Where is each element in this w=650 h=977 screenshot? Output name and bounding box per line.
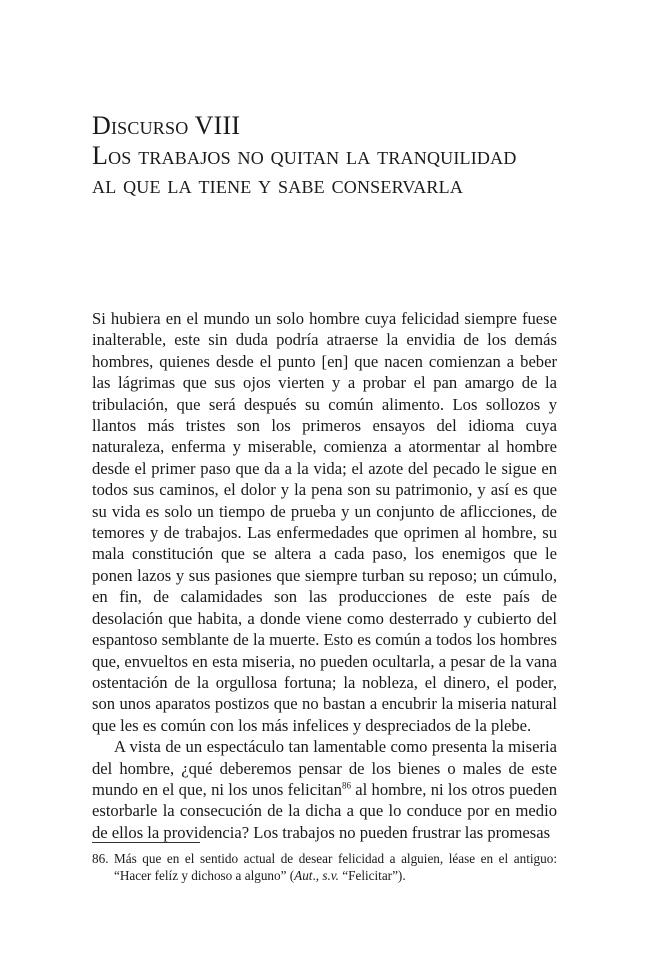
body-text [92,308,557,843]
footnote-text-c: “Felicitar”). [338,868,406,883]
chapter-title-line-2: al que la tiene y sabe conservarla [92,170,464,199]
paragraph-1: Si hubiera en el mundo un solo hombre cuya felicidad siempre fuese inalterable, este sin duda podría atraerse la envidia de los demás hombres, quienes desde el punto [en] que nacen comienzan a beber las lágrimas que sus ojos vierten y a probar el pan amargo de la tribulación, que será después su común alimento. Los sollozos y llantos más tristes son los primeros ensayos del idioma cuya naturaleza, enferma y miserable, comienza a atormentar al hombre desde el primer paso que da a la vida; el azote del pecado le sigue en todos sus caminos, el dolor y la pena son su patrimonio, y así es que su vida es solo un tiempo de prueba y un conjunto de aflicciones, de temores y de trabajos. Las enfermedades que oprimen al hombre, su mala constitución que se altera a cada paso, los enemigos que le ponen lazos y sus pasiones que siempre turban su reposo; un cúmulo, en fin, de calamidades son las producciones de este país de desolación que habita, a donde viene como desterrado y cubierto del espantoso semblante de la muerte. Esto es común a todos los hombres que, envueltos en esta miseria, no pueden ocultarla, a pesar de la vana ostentación de la orgullosa fortuna; la nobleza, el dinero, el poder, son unos aparatos postizos que no bastan a encubrir la miseria natural que les es común con los más infelices y despreciados de la plebe. [92,309,557,735]
paragraph-2-part-2: al hombre, ni los otros pueden estorbarle la consecución de la dicha a que lo conduce por en medio de ellos la providencia? Los trabajos no pueden frustrar las promesas [92,779,557,842]
chapter-title-line-1: Los trabajos no quitan la tranquilidad [92,141,517,170]
footnote [92,850,557,884]
footnote-text-a: Más que en el sentido actual de desear felicidad a alguien, léase en el antiguo: “Hacer felíz y dichoso a alguno” ( [114,851,557,883]
footnote-italic-sv: s.v. [322,868,339,883]
footnote-italic-aut: Aut [294,868,313,883]
paragraph-2-part-1: A vista de un espectáculo tan lamentable como presenta la miseria del hombre, ¿qué deberemos pensar de los bienes o males de este mundo en el que, ni los unos felicitan [92,737,557,799]
footnote-number: 86. [92,851,109,866]
chapter-number: Discurso VIII [92,111,241,140]
footnote-reference[interactable]: 86 [341,780,351,791]
footnote-text-b: ., [312,868,323,883]
chapter-heading [92,111,572,199]
footnote-text [92,850,557,884]
footnote-separator [92,842,200,843]
paragraph-2 [92,736,557,843]
